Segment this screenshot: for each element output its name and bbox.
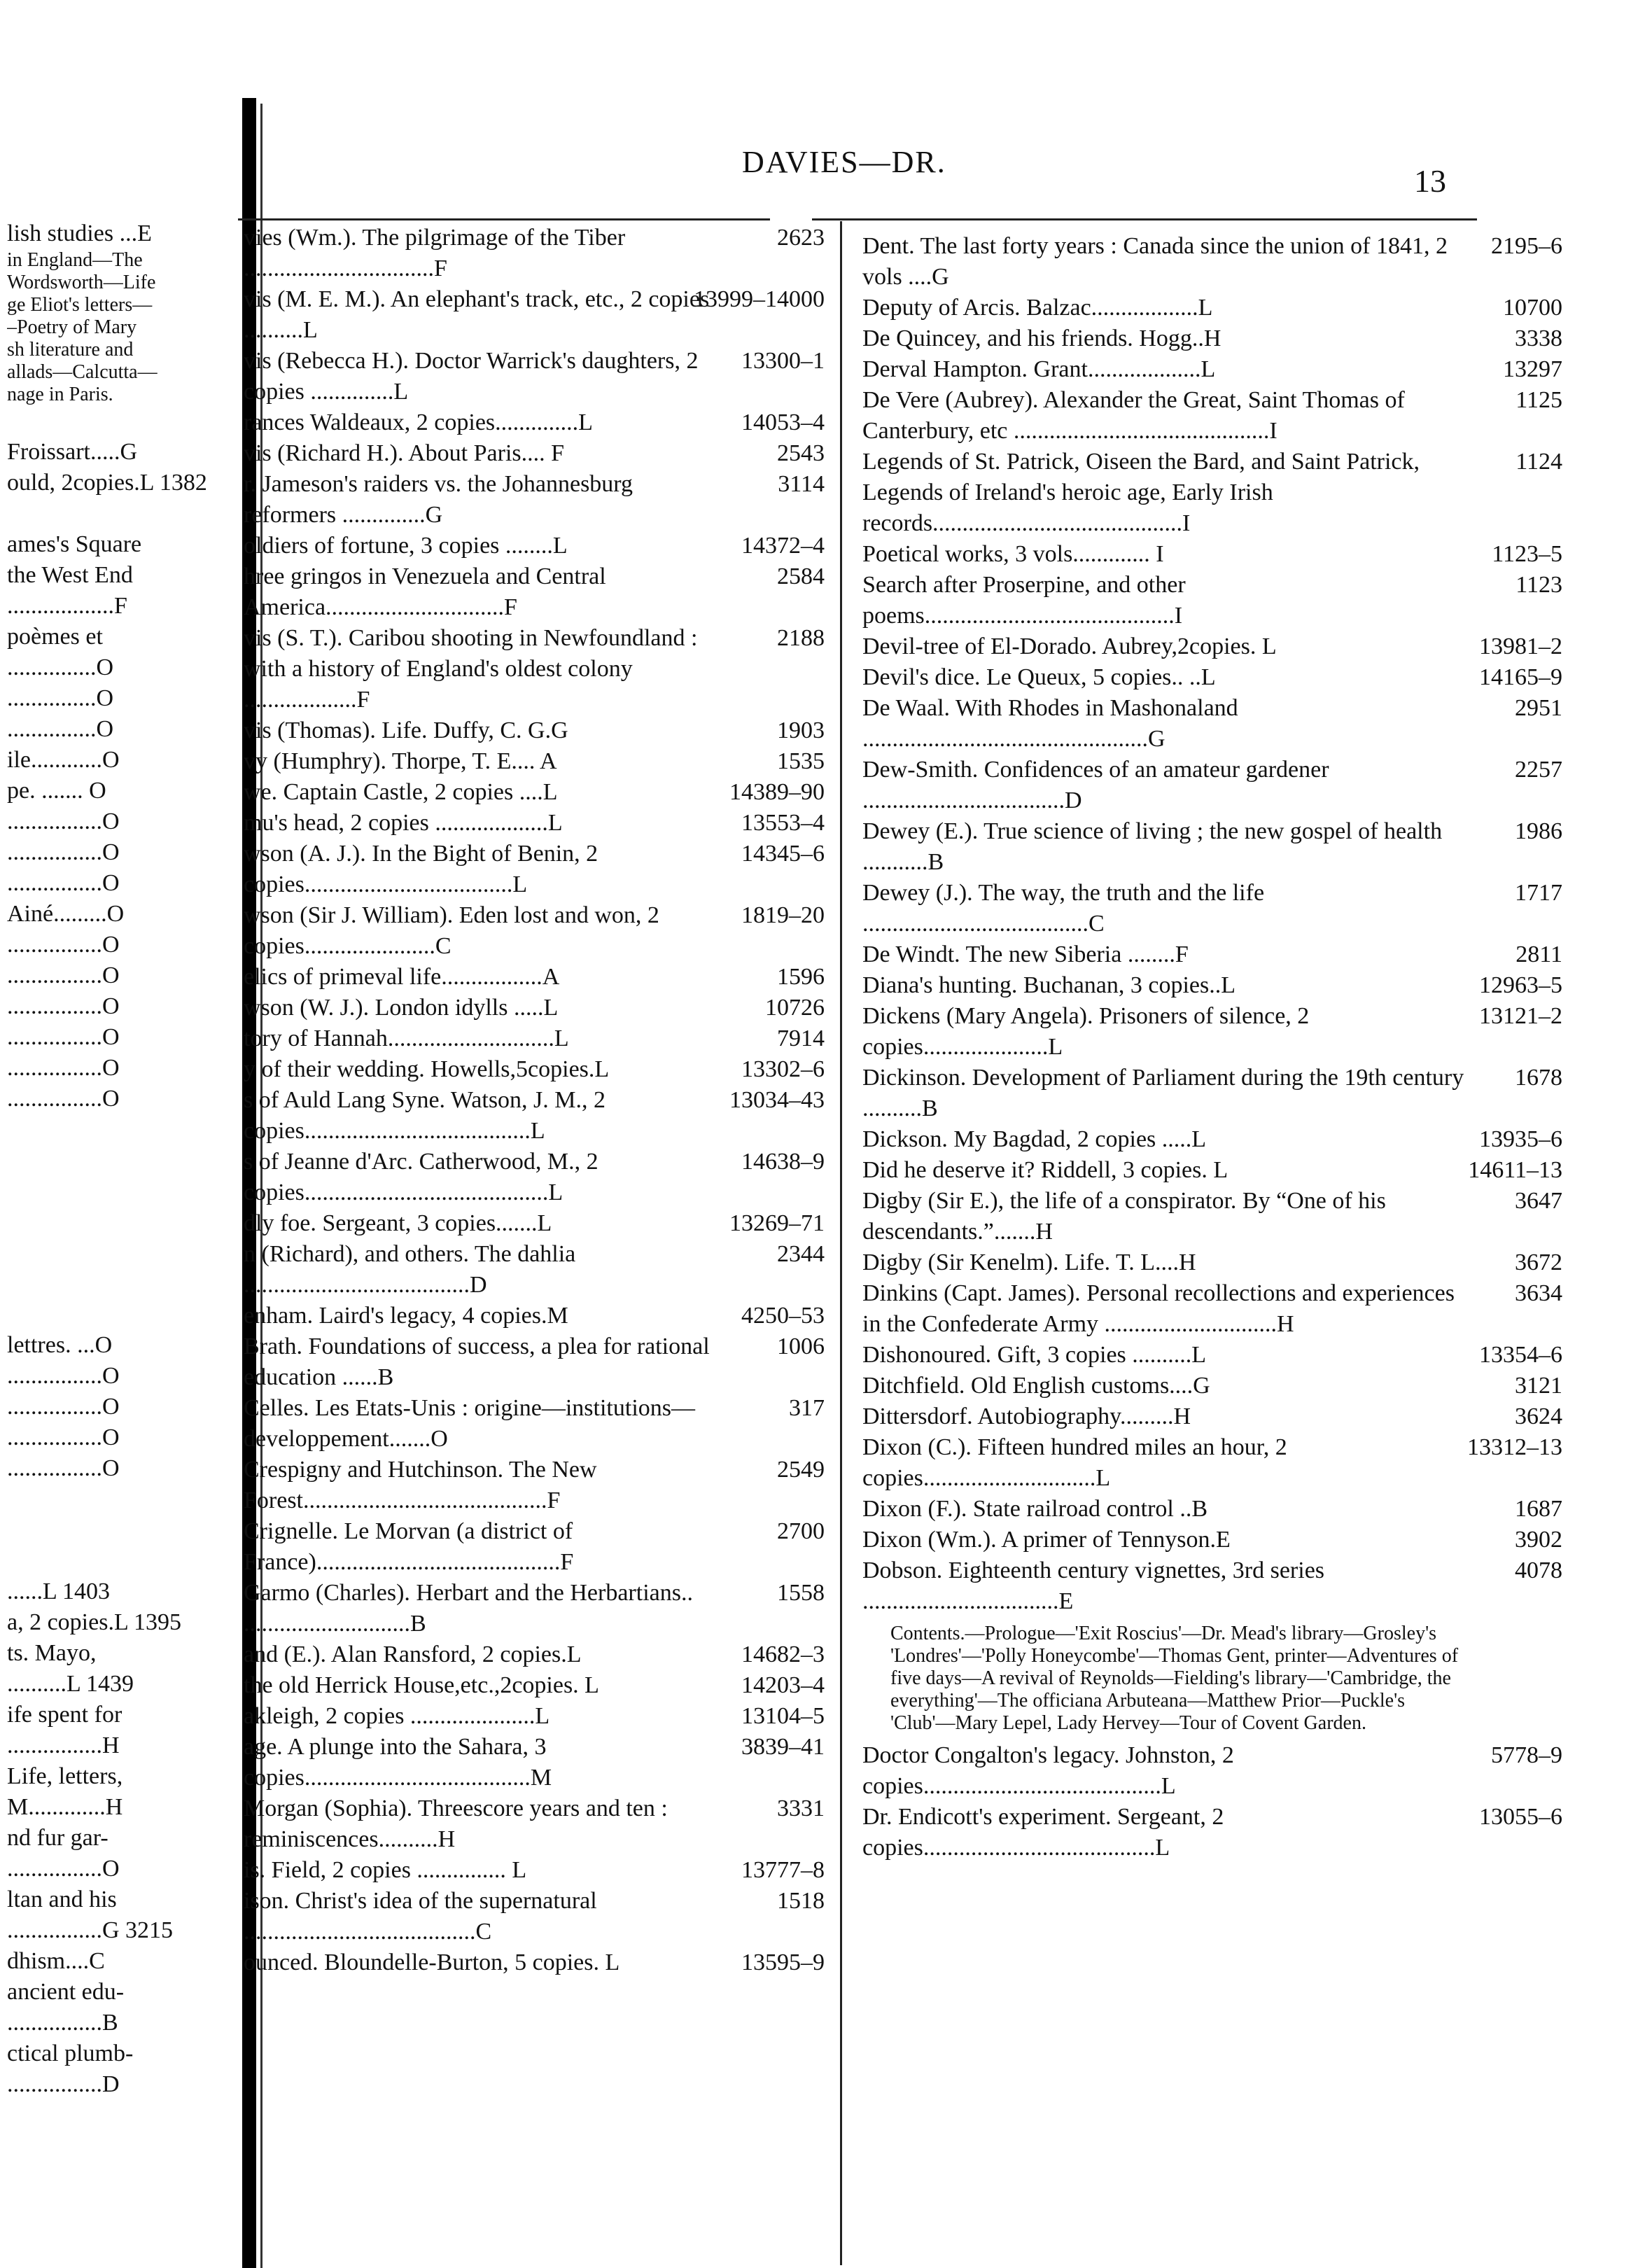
catalog-entry xyxy=(244,531,825,561)
entry-text: Dixon (C.). Fifteen hundred miles an hour, 2 copies.............................L xyxy=(862,1434,1287,1491)
catalog-entry xyxy=(244,1455,825,1516)
header-rule-left xyxy=(238,218,770,220)
call-number: 3634 xyxy=(1515,1280,1562,1306)
fragment-line: Froissart.....G xyxy=(7,439,138,465)
catalog-entry xyxy=(244,1331,825,1393)
catalog-entry xyxy=(862,1740,1562,1802)
entry-text: elics of primeval life.................A xyxy=(244,964,560,990)
catalog-entry xyxy=(862,570,1562,631)
call-number: 14053–4 xyxy=(741,410,825,435)
catalog-entry xyxy=(862,1278,1562,1340)
catalog-entry xyxy=(244,1239,825,1301)
call-number: 3338 xyxy=(1515,326,1562,351)
entry-text: hree gringos in Venezuela and Central America..............................F xyxy=(244,564,606,620)
fragment-line: ..........L 1439 xyxy=(7,1671,134,1697)
entry-text: vis (S. T.). Caribou shooting in Newfoundland : with a history of England's oldest colony ...................F xyxy=(244,625,698,713)
fragment-line xyxy=(7,498,231,529)
entry-text: wson (W. J.). London idylls .....L xyxy=(244,995,559,1021)
fragment-line: ......L 1403 xyxy=(7,1578,111,1604)
catalog-entry xyxy=(244,1301,825,1331)
call-number: 2195–6 xyxy=(1491,233,1562,259)
entry-text: Devil's dice. Le Queux, 5 copies.. ..L xyxy=(862,664,1216,690)
fragment-line: –Poetry of Mary xyxy=(7,316,137,338)
fragment-line: ................O xyxy=(7,1024,120,1050)
fragment-line xyxy=(7,1238,231,1268)
entry-text: Dickinson. Development of Parliament during the 19th century ..........B xyxy=(862,1065,1464,1121)
entry-text: Doctor Congalton's legacy. Johnston, 2 copies........................................L xyxy=(862,1742,1234,1799)
call-number: 2543 xyxy=(777,440,825,466)
catalog-entry xyxy=(862,662,1562,693)
catalog-entry xyxy=(244,1208,825,1239)
fragment-line: ................H xyxy=(7,1732,120,1758)
call-number: 13121–2 xyxy=(1479,1003,1562,1029)
fragment-line: ................O xyxy=(7,1856,120,1882)
fragment-line xyxy=(7,1268,231,1299)
entry-text: ounced. Bloundelle-Burton, 5 copies. L xyxy=(244,1949,620,1975)
catalog-entry xyxy=(244,808,825,839)
entry-text: mu's head, 2 copies ...................L xyxy=(244,810,563,836)
catalog-entry xyxy=(862,1001,1562,1063)
call-number: 13055–6 xyxy=(1479,1804,1562,1830)
fragment-line: dhism....C xyxy=(7,1948,105,1974)
entry-text: r. Jameson's raiders vs. the Johannesburg reformers ..............G xyxy=(244,471,634,528)
call-number: 2549 xyxy=(777,1457,825,1483)
catalog-entry xyxy=(862,939,1562,970)
call-number: 13034–43 xyxy=(729,1087,825,1113)
entry-text: Garmo (Charles). Herbart and the Herbartians.. ............................B xyxy=(244,1580,693,1637)
catalog-entry xyxy=(244,438,825,469)
catalog-entry xyxy=(862,385,1562,447)
catalog-entry xyxy=(244,1516,825,1578)
entry-text: n (Richard), and others. The dahlia ......................................D xyxy=(244,1241,576,1298)
call-number: 1903 xyxy=(777,718,825,743)
call-number: 1535 xyxy=(777,748,825,774)
fragment-line xyxy=(7,1145,231,1176)
call-number: 2951 xyxy=(1515,695,1562,721)
catalog-entry xyxy=(244,284,825,346)
entry-text: vis (Richard H.). About Paris.... F xyxy=(244,440,565,466)
call-number: 1596 xyxy=(777,964,825,990)
entry-text: Deputy of Arcis. Balzac..................L xyxy=(862,295,1213,321)
fragment-line: ile............O xyxy=(7,747,120,773)
call-number: 12963–5 xyxy=(1479,972,1562,998)
page-number: 13 xyxy=(1414,163,1446,199)
running-head: DAVIES—DR. xyxy=(742,145,946,179)
entry-text: Dr. Endicott's experiment. Sergeant, 2 copies.......................................L xyxy=(862,1804,1224,1861)
call-number: 1123 xyxy=(1516,572,1562,598)
entry-text: Dishonoured. Gift, 3 copies ..........L xyxy=(862,1342,1207,1368)
call-number: 1819–20 xyxy=(741,902,825,928)
entry-text: vis (Thomas). Life. Duffy, C. G.G xyxy=(244,718,568,743)
catalog-entry xyxy=(862,1432,1562,1494)
call-number: 13553–4 xyxy=(741,810,825,836)
call-number: 3331 xyxy=(777,1795,825,1821)
catalog-entry xyxy=(244,1393,825,1455)
catalog-entry xyxy=(244,561,825,623)
catalog-entry xyxy=(244,1793,825,1855)
fragment-line: ................G 3215 xyxy=(7,1917,174,1943)
entry-text: Dixon (F.). State railroad control ..B xyxy=(862,1496,1208,1522)
entry-text: vy (Humphry). Thorpe, T. E.... A xyxy=(244,748,557,774)
catalog-entry xyxy=(244,1023,825,1054)
call-number: 1678 xyxy=(1515,1065,1562,1091)
fragment-line: Life, letters, xyxy=(7,1763,123,1789)
fragment-line: ................O xyxy=(7,1394,120,1420)
call-number: 14682–3 xyxy=(741,1642,825,1667)
catalog-entry xyxy=(244,1886,825,1947)
fragment-line: ................O xyxy=(7,839,120,865)
entry-text: Celles. Les Etats-Unis : origine—institutions—developpement.......O xyxy=(244,1395,696,1452)
call-number: 3839–41 xyxy=(741,1734,825,1760)
catalog-entry xyxy=(244,346,825,407)
entry-text: De Quincey, and his friends. Hogg..H xyxy=(862,326,1222,351)
fragment-line: nage in Paris. xyxy=(7,384,113,405)
call-number: 3624 xyxy=(1515,1404,1562,1429)
entry-text: De Windt. The new Siberia ........F xyxy=(862,941,1189,967)
fragment-line: the West End xyxy=(7,562,133,588)
call-number: 14345–6 xyxy=(741,841,825,867)
call-number: 13777–8 xyxy=(741,1857,825,1883)
catalog-entry xyxy=(862,1525,1562,1555)
catalog-entry xyxy=(862,1124,1562,1155)
call-number: 13300–1 xyxy=(741,348,825,374)
catalog-entry xyxy=(244,1578,825,1639)
fragment-line: ancient edu- xyxy=(7,1979,125,2005)
catalog-entry xyxy=(244,1054,825,1085)
entry-text: akleigh, 2 copies .....................L xyxy=(244,1703,550,1729)
call-number: 1687 xyxy=(1515,1496,1562,1522)
fragment-line: nd fur gar- xyxy=(7,1825,108,1851)
fragment-line: allads—Calcutta— xyxy=(7,361,158,383)
call-number: 2584 xyxy=(777,564,825,589)
entry-text: Dent. The last forty years : Canada since the union of 1841, 2 vols ....G xyxy=(862,233,1448,290)
call-number: 5778–9 xyxy=(1491,1742,1562,1768)
fragment-line xyxy=(7,1515,231,1546)
left-catalog-column xyxy=(244,223,825,1978)
fragment-line: pe. ....... O xyxy=(7,778,106,804)
fragment-line: ctical plumb- xyxy=(7,2040,134,2066)
previous-page-fragment-column xyxy=(7,218,231,2100)
call-number: 13302–6 xyxy=(741,1056,825,1082)
right-catalog-column xyxy=(862,231,1562,1863)
catalog-entry xyxy=(862,1247,1562,1278)
entry-text: Derval Hampton. Grant...................L xyxy=(862,356,1216,382)
entry-text: Dickens (Mary Angela). Prisoners of silence, 2 copies.....................L xyxy=(862,1003,1310,1060)
entry-text: ison. Christ's idea of the supernatural .......................................C xyxy=(244,1888,597,1945)
fragment-line: ...............O xyxy=(7,654,114,680)
fragment-line xyxy=(7,1176,231,1207)
entry-text: enham. Laird's legacy, 4 copies.M xyxy=(244,1303,568,1329)
fragment-line: ................O xyxy=(7,932,120,958)
catalog-entry xyxy=(862,1371,1562,1401)
fragment-line: ................O xyxy=(7,1086,120,1112)
catalog-entry xyxy=(244,746,825,777)
call-number: 3902 xyxy=(1515,1527,1562,1553)
fragment-line: ................B xyxy=(7,2010,118,2036)
entry-text: we. Captain Castle, 2 copies ....L xyxy=(244,779,558,805)
call-number: 2811 xyxy=(1516,941,1562,967)
entry-text: Devil-tree of El-Dorado. Aubrey,2copies. L xyxy=(862,634,1277,659)
entry-text: Ditchfield. Old English customs....G xyxy=(862,1373,1210,1399)
entry-text: Did he deserve it? Riddell, 3 copies. L xyxy=(862,1157,1228,1183)
fragment-line: ...............O xyxy=(7,716,114,742)
fragment-line xyxy=(7,1207,231,1238)
fragment-line: ................O xyxy=(7,1055,120,1081)
entry-text: Brath. Foundations of success, a plea for rational education ......B xyxy=(244,1334,710,1390)
entry-text: Digby (Sir Kenelm). Life. T. L....H xyxy=(862,1250,1196,1275)
call-number: 3114 xyxy=(778,471,825,497)
call-number: 1717 xyxy=(1515,880,1562,906)
entry-text: Legends of St. Patrick, Oiseen the Bard, and Saint Patrick, Legends of Ireland's heroic age, Early Irish records..........................................I xyxy=(862,449,1420,536)
catalog-entry xyxy=(244,715,825,746)
call-number: 7914 xyxy=(777,1026,825,1051)
call-number: 14203–4 xyxy=(741,1672,825,1698)
call-number: 14638–9 xyxy=(741,1149,825,1175)
catalog-entry xyxy=(862,1494,1562,1525)
entry-text: age. A plunge into the Sahara, 3 copies......................................M xyxy=(244,1734,552,1791)
fragment-line: Ainé.........O xyxy=(7,901,125,927)
entry-text: and (E.). Alan Ransford, 2 copies.L xyxy=(244,1642,582,1667)
entry-text: De Vere (Aubrey). Alexander the Great, Saint Thomas of Canterbury, etc ...........................................I xyxy=(862,387,1405,444)
fragment-line: ................D xyxy=(7,2071,120,2097)
fragment-line: a, 2 copies.L 1395 xyxy=(7,1609,181,1635)
entry-text: Dittersdorf. Autobiography.........H xyxy=(862,1404,1191,1429)
entry-text: vies (Wm.). The pilgrimage of the Tiber ................................F xyxy=(244,225,626,281)
catalog-entry xyxy=(244,223,825,284)
fragment-line: ................O xyxy=(7,1363,120,1389)
call-number: 2623 xyxy=(777,225,825,251)
call-number: 2257 xyxy=(1515,757,1562,783)
catalog-entry xyxy=(862,970,1562,1001)
call-number: 2700 xyxy=(777,1518,825,1544)
entry-text: Dewey (E.). True science of living ; the new gospel of health ...........B xyxy=(862,818,1443,875)
catalog-entry xyxy=(244,1639,825,1670)
fragment-line: M.............H xyxy=(7,1794,123,1820)
entry-text: Morgan (Sophia). Threescore years and ten : reminiscences..........H xyxy=(244,1795,668,1852)
entry-text: Crignelle. Le Morvan (a district of France).........................................F xyxy=(244,1518,574,1575)
call-number: 14389–90 xyxy=(729,779,825,805)
catalog-entry xyxy=(244,1732,825,1793)
entry-text: Dobson. Eighteenth century vignettes, 3rd series .................................E xyxy=(862,1558,1325,1614)
entry-text: s of Jeanne d'Arc. Catherwood, M., 2 copies.........................................L xyxy=(244,1149,598,1205)
call-number: 13981–2 xyxy=(1479,634,1562,659)
catalog-entry xyxy=(862,539,1562,570)
entry-text: vis (Rebecca H.). Doctor Warrick's daughters, 2 copies ..............L xyxy=(244,348,699,405)
entry-text: wson (Sir J. William). Eden lost and won, 2 copies......................C xyxy=(244,902,659,959)
catalog-entry xyxy=(862,631,1562,662)
fragment-line: ltan and his xyxy=(7,1886,117,1912)
fragment-line: ................O xyxy=(7,870,120,896)
fragment-line: ge Eliot's letters— xyxy=(7,294,153,316)
fragment-line: ..................F xyxy=(7,593,127,619)
fragment-line: Wordsworth—Life xyxy=(7,272,156,293)
entry-text: Crespigny and Hutchinson. The New Forest.........................................F xyxy=(244,1457,597,1513)
fragment-line: ife spent for xyxy=(7,1702,122,1728)
catalog-entry xyxy=(862,755,1562,816)
call-number: 3647 xyxy=(1515,1188,1562,1214)
call-number: 13297 xyxy=(1503,356,1562,382)
call-number: 1006 xyxy=(777,1334,825,1359)
entry-text: Diana's hunting. Buchanan, 3 copies..L xyxy=(862,972,1236,998)
catalog-entry xyxy=(862,878,1562,939)
fragment-line: ................O xyxy=(7,993,120,1019)
call-number: 1123–5 xyxy=(1492,541,1562,567)
catalog-entry xyxy=(862,693,1562,755)
entry-text: Search after Proserpine, and other poems..........................................I xyxy=(862,572,1186,629)
fragment-line: ...............O xyxy=(7,685,114,711)
fragment-line: ould, 2copies.L 1382 xyxy=(7,470,207,496)
catalog-entry xyxy=(244,1670,825,1701)
fragment-line: ................O xyxy=(7,962,120,988)
catalog-entry xyxy=(862,1401,1562,1432)
call-number: 2188 xyxy=(777,625,825,651)
catalog-entry xyxy=(244,839,825,900)
call-number: 4250–53 xyxy=(741,1303,825,1329)
fragment-line: in England—The xyxy=(7,249,143,271)
call-number: 10700 xyxy=(1503,295,1562,321)
catalog-entry xyxy=(862,1063,1562,1124)
catalog-entry xyxy=(862,1186,1562,1247)
entry-text: De Waal. With Rhodes in Mashonaland ................................................G xyxy=(862,695,1238,752)
catalog-entry xyxy=(244,777,825,808)
catalog-entry xyxy=(244,1701,825,1732)
fragment-line: ................O xyxy=(7,1424,120,1450)
call-number: 1518 xyxy=(777,1888,825,1914)
fragment-line xyxy=(7,1546,231,1576)
call-number: 13935–6 xyxy=(1479,1126,1562,1152)
entry-text: dly foe. Sergeant, 3 copies.......L xyxy=(244,1210,552,1236)
entry-text: Dew-Smith. Confidences of an amateur gardener ..................................D xyxy=(862,757,1329,813)
call-number: 13312–13 xyxy=(1467,1434,1562,1460)
entry-text: tory of Hannah............................L xyxy=(244,1026,569,1051)
entry-text: is. Field, 2 copies ............... L xyxy=(244,1857,527,1883)
catalog-entry xyxy=(244,1085,825,1147)
fragment-line: ................O xyxy=(7,808,120,834)
call-number: 14372–4 xyxy=(741,533,825,559)
fragment-line: ts. Mayo, xyxy=(7,1640,97,1666)
entry-text: y of their wedding. Howells,5copies.L xyxy=(244,1056,610,1082)
call-number: 1986 xyxy=(1515,818,1562,844)
call-number: 1125 xyxy=(1516,387,1562,413)
call-number: 13595–9 xyxy=(741,1949,825,1975)
fragment-line: ................O xyxy=(7,1455,120,1481)
call-number: 2344 xyxy=(777,1241,825,1267)
catalog-entry xyxy=(244,623,825,715)
call-number: 13999–14000 xyxy=(694,286,825,312)
fragment-line xyxy=(7,1484,231,1515)
call-number: 1558 xyxy=(777,1580,825,1606)
call-number: 14165–9 xyxy=(1479,664,1562,690)
fragment-line: poèmes et xyxy=(7,624,103,650)
catalog-entry xyxy=(244,1147,825,1208)
catalog-entry xyxy=(244,962,825,993)
entry-text: Dickson. My Bagdad, 2 copies .....L xyxy=(862,1126,1207,1152)
header-rule xyxy=(812,218,1477,220)
call-number: 13354–6 xyxy=(1479,1342,1562,1368)
fragment-line xyxy=(7,1299,231,1330)
catalog-entry xyxy=(862,1555,1562,1617)
entry-text: vis (M. E. M.). An elephant's track, etc., 2 copies ..........L xyxy=(244,286,710,343)
call-number: 13269–71 xyxy=(729,1210,825,1236)
call-number: 13104–5 xyxy=(741,1703,825,1729)
entry-text: s of Auld Lang Syne. Watson, J. M., 2 copies......................................L xyxy=(244,1087,606,1144)
call-number: 3672 xyxy=(1515,1250,1562,1275)
catalog-entry xyxy=(862,354,1562,385)
entry-text: the old Herrick House,etc.,2copies. L xyxy=(244,1672,599,1698)
call-number: 3121 xyxy=(1515,1373,1562,1399)
fragment-line: lettres. ...O xyxy=(7,1332,113,1358)
fragment-line xyxy=(7,1114,231,1145)
catalog-entry xyxy=(862,231,1562,293)
fragment-line: lish studies ...E xyxy=(7,220,152,246)
call-number: 317 xyxy=(789,1395,825,1421)
call-number: 10726 xyxy=(765,995,825,1021)
call-number: 14611–13 xyxy=(1468,1157,1562,1183)
catalog-entry xyxy=(244,900,825,962)
call-number: 1124 xyxy=(1516,449,1562,475)
catalog-entry xyxy=(244,993,825,1023)
catalog-entry xyxy=(862,1340,1562,1371)
entry-text: Dewey (J.). The way, the truth and the life ......................................C xyxy=(862,880,1265,937)
fragment-line: ames's Square xyxy=(7,531,142,557)
entry-text: oldiers of fortune, 3 copies ........L xyxy=(244,533,568,559)
contents-note: Contents.—Prologue—'Exit Roscius'—Dr. Mead's library—Grosley's 'Londres'—'Polly Honeycombe'—Thomas Gent, printer—Adventures of five days—A revival of Reynolds—Fielding's library—'Cambridge, the everything'—The officiana Arbuteana—Matthew Prior—Puckle's 'Club'—Mary Lepel, Lady Hervey—Tour of Covent Garden. xyxy=(890,1623,1459,1734)
fragment-line: sh literature and xyxy=(7,339,134,360)
catalog-entry xyxy=(862,816,1562,878)
catalog-entry xyxy=(862,1155,1562,1186)
call-number: 4078 xyxy=(1515,1558,1562,1583)
catalog-entry xyxy=(862,1802,1562,1863)
catalog-entry xyxy=(244,407,825,438)
entry-text: wson (A. J.). In the Bight of Benin, 2 copies...................................L xyxy=(244,841,598,897)
entry-text: Dinkins (Capt. James). Personal recollections and experiences in the Confederate Army .............................H xyxy=(862,1280,1455,1337)
column-divider xyxy=(840,221,842,2265)
entry-text: Poetical works, 3 vols............. I xyxy=(862,541,1164,567)
catalog-entry xyxy=(862,293,1562,323)
catalog-entry xyxy=(244,1947,825,1978)
catalog-entry xyxy=(862,447,1562,539)
entry-text: Digby (Sir E.), the life of a conspirator. By “One of his descendants.”.......H xyxy=(862,1188,1386,1245)
catalog-entry xyxy=(244,469,825,531)
catalog-entry xyxy=(862,323,1562,354)
entry-text: rances Waldeaux, 2 copies..............L xyxy=(244,410,593,435)
entry-text: Dixon (Wm.). A primer of Tennyson.E xyxy=(862,1527,1231,1553)
catalog-entry xyxy=(244,1855,825,1886)
fragment-line xyxy=(7,406,231,437)
